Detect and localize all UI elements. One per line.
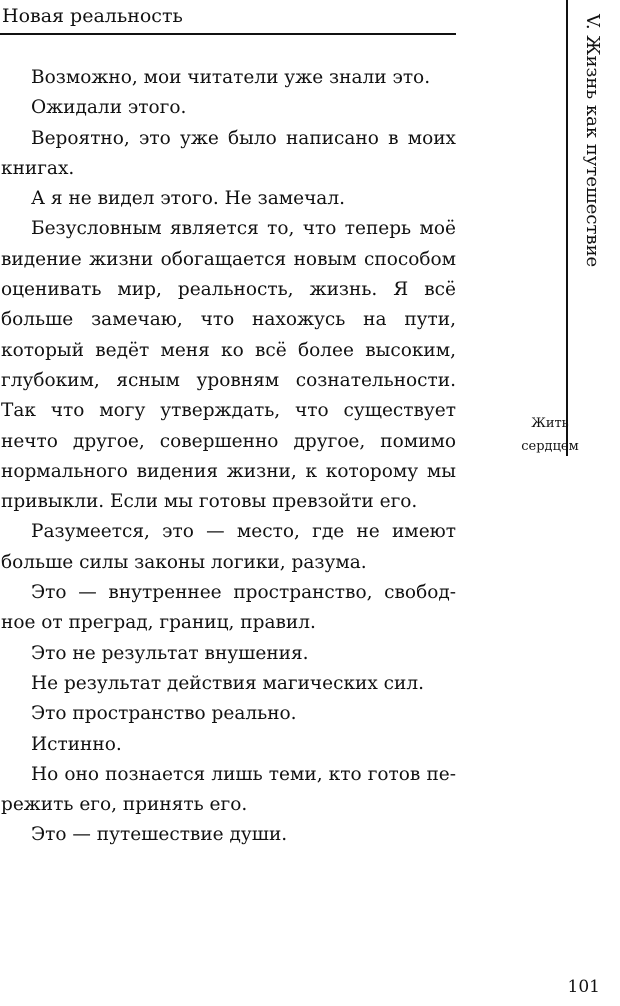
chapter-title-container: [570, 14, 614, 304]
running-head: Новая реальность: [2, 5, 183, 27]
header-rule: [0, 33, 456, 35]
chapter-title: V. Жизнь как путешествие: [582, 14, 603, 268]
paragraph: Безусловным является то, что теперь моё видение жизни обогащается новым способом оценивать мир, реальность, жизнь. Я всё больше замечаю, что нахожусь на пути, который ведёт меня ко всё более высоким, глубоким, ясным уровням сознательности. Так что могу утверждать, что существует нечто другое, совершенно другое, помимо нормального видения жизни, к которому мы привыкли. Если мы готовы превзойти его.: [1, 218, 456, 513]
paragraph: Это пространство реально.: [31, 703, 297, 725]
paragraph: А я не видел этого. Не замечал.: [31, 188, 345, 210]
margin-note-line: сердцем: [521, 439, 579, 454]
paragraph: Но оно познается лишь теми, кто готов пережить его, принять его.: [1, 763, 456, 816]
paragraph: Ожидали этого.: [31, 97, 187, 119]
paragraph: Истинно.: [31, 733, 122, 755]
margin-note-line: Жить: [531, 416, 569, 431]
paragraph: Возможно, мои читатели уже знали это.: [31, 67, 431, 88]
paragraph: Разумеется, это — место, где не имеют больше силы законы логики, разума.: [1, 521, 456, 573]
margin-note: [508, 412, 592, 458]
paragraph: Это — внутреннее пространство, свободное от преград, границ, правил.: [1, 582, 456, 634]
body-text: [1, 63, 456, 851]
paragraph: Вероятно, это уже было написано в моих книгах.: [1, 127, 456, 179]
paragraph: Не результат действия магических сил.: [31, 672, 425, 694]
side-rule: [566, 0, 568, 456]
page-number: 101: [567, 977, 600, 997]
paragraph: Это — путешествие души.: [31, 824, 288, 846]
paragraph: Это не результат внушения.: [31, 642, 309, 664]
